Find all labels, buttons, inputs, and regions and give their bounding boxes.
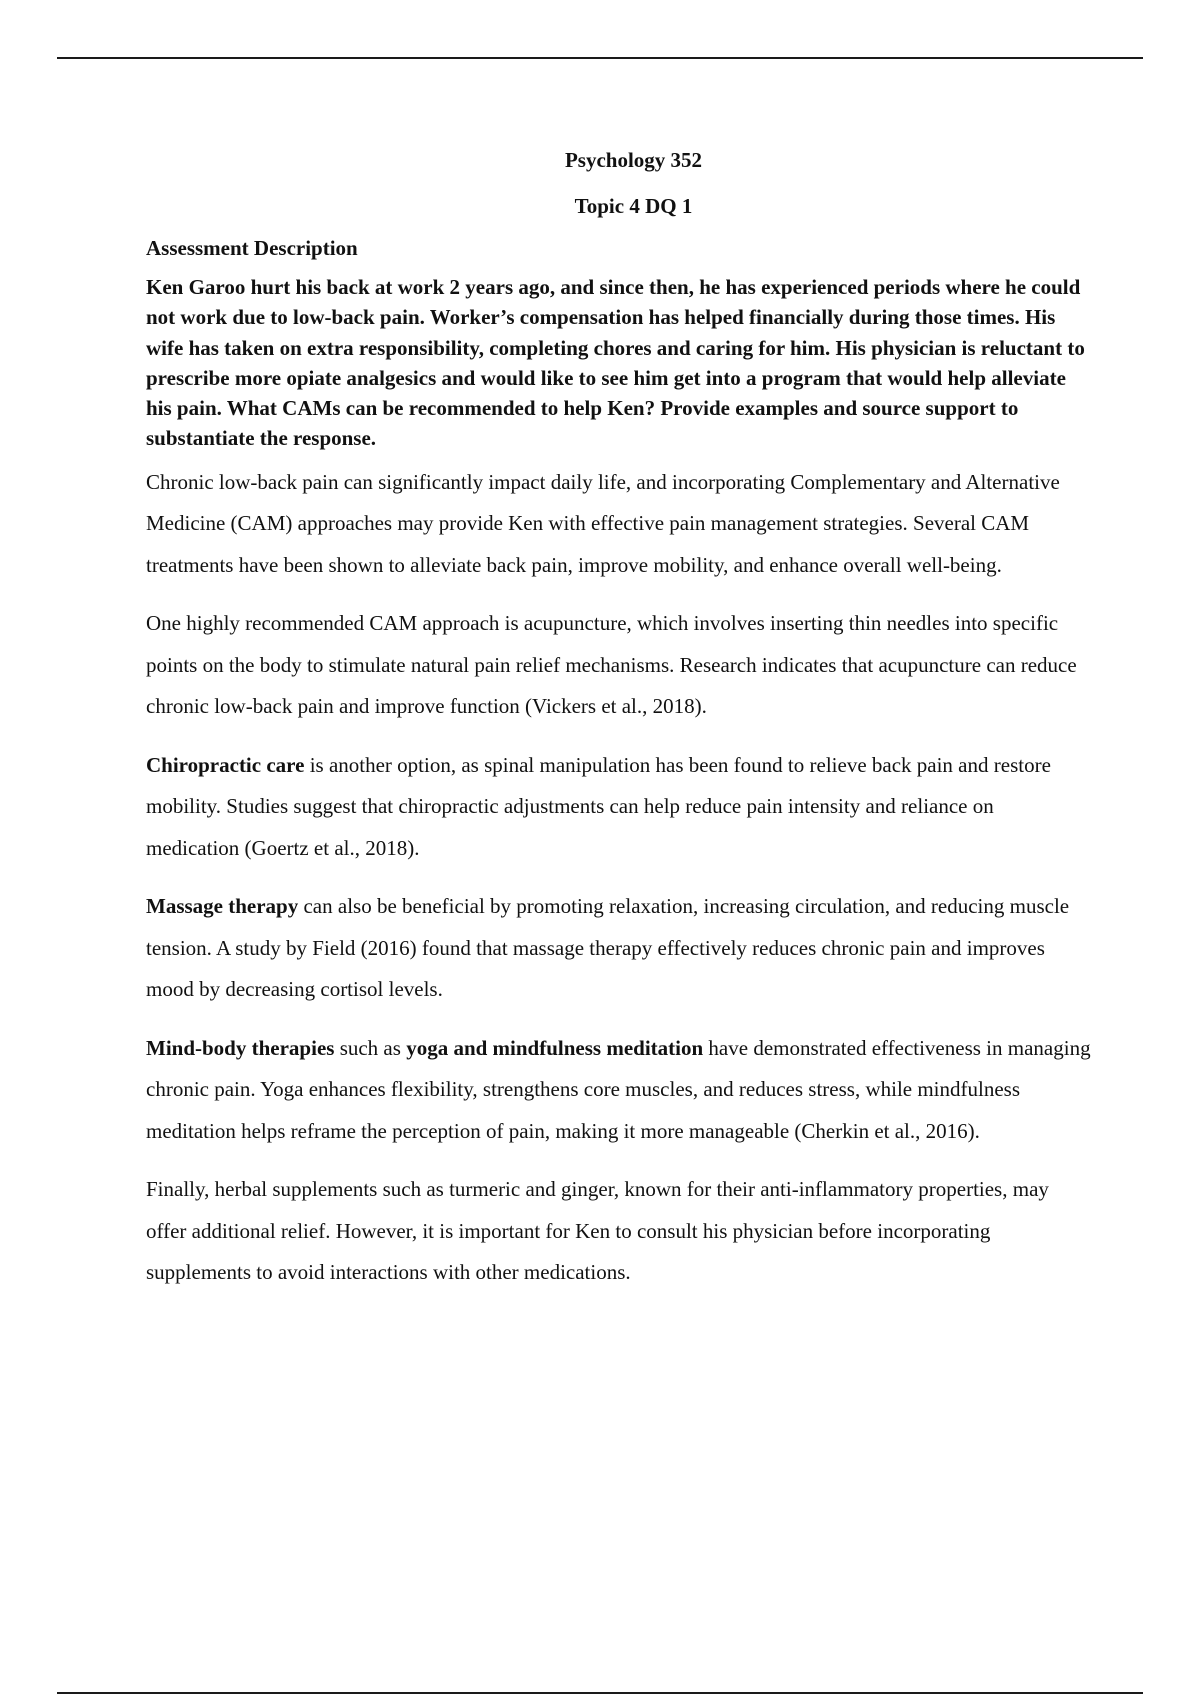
mind-body-connector: such as bbox=[334, 1035, 407, 1060]
chiropractic-term: Chiropractic care bbox=[146, 752, 305, 777]
top-divider bbox=[57, 57, 1143, 59]
mind-body-term: Mind-body therapies bbox=[146, 1035, 335, 1060]
assessment-prompt: Ken Garoo hurt his back at work 2 years ago, and since then, he has experienced periods where he could not work due to low-back pain. Worker’s compensation has helped financially during those times. His wife has taken on extra responsibility, completing chores and caring for him. His physician is reluctant to prescribe more opiate analgesics and would like to see him get into a program that would help alleviate his pain. What CAMs can be recommended to help Ken? Provide examples and source support to substantiate the response. bbox=[146, 275, 1085, 451]
mind-body-text: have demonstrated effectiveness in managing chronic pain. Yoga enhances flexibility, strengthens core muscles, and reduces stress, while mindfulness meditation helps reframe the perception of pain, making it more manageable (Cherkin et al., 2016). bbox=[146, 1035, 1091, 1143]
paragraph-chiropractic bbox=[146, 745, 1091, 870]
bottom-divider bbox=[57, 1692, 1143, 1694]
paragraph-massage bbox=[146, 886, 1091, 1011]
document-body bbox=[146, 140, 1091, 1294]
section-heading: Assessment Description bbox=[146, 236, 358, 260]
chiropractic-text: is another option, as spinal manipulation has been found to relieve back pain and restore mobility. Studies suggest that chiropractic adjustments can help reduce pain intensity and reliance on medication (Goertz et al., 2018). bbox=[146, 752, 1051, 860]
paragraph-mind-body bbox=[146, 1028, 1091, 1153]
topic-title: Topic 4 DQ 1 bbox=[574, 194, 693, 218]
paragraph-acupuncture: One highly recommended CAM approach is acupuncture, which involves inserting thin needles into specific points on the body to stimulate natural pain relief mechanisms. Research indicates that acupuncture can reduce chronic low-back pain and improve function (Vickers et al., 2018). bbox=[146, 611, 1077, 719]
yoga-meditation-term: yoga and mindfulness meditation bbox=[406, 1035, 704, 1060]
paragraph-herbal: Finally, herbal supplements such as turmeric and ginger, known for their anti-inflammatory properties, may offer additional relief. However, it is important for Ken to consult his physician before incorporating supplements to avoid interactions with other medications. bbox=[146, 1177, 1049, 1285]
massage-term: Massage therapy bbox=[146, 894, 299, 919]
course-title: Psychology 352 bbox=[564, 148, 703, 172]
paragraph-intro: Chronic low-back pain can significantly impact daily life, and incorporating Complementary and Alternative Medicine (CAM) approaches may provide Ken with effective pain management strategies. Several CAM treatments have been shown to alleviate back pain, improve mobility, and enhance overall well-being. bbox=[146, 469, 1060, 577]
massage-text: can also be beneficial by promoting relaxation, increasing circulation, and reducing muscle tension. A study by Field (2016) found that massage therapy effectively reduces chronic pain and improves mood by decreasing cortisol levels. bbox=[146, 894, 1070, 1002]
